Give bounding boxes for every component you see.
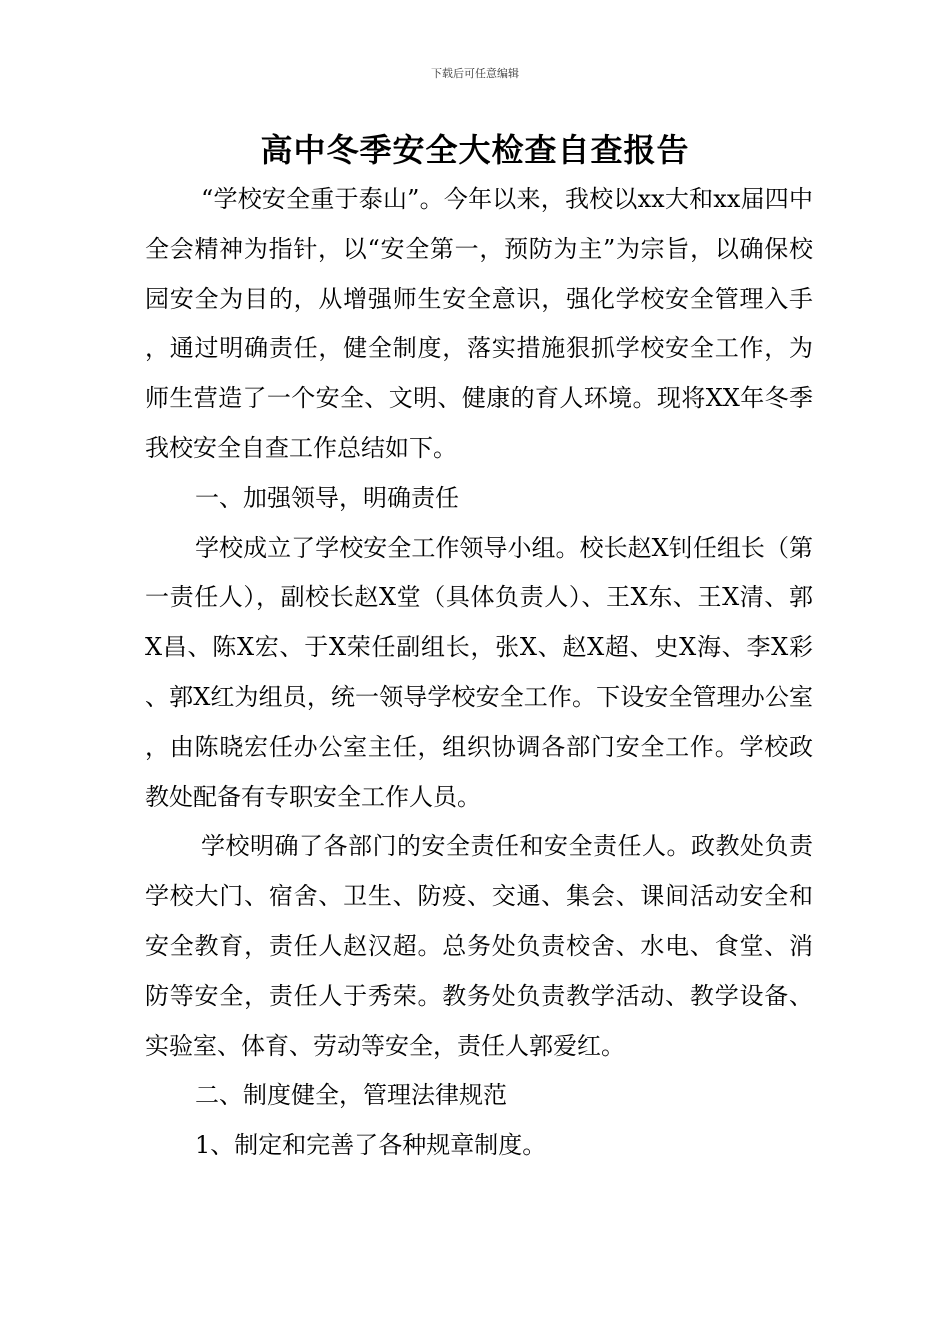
document-title: 高中冬季安全大检查自查报告: [260, 131, 690, 169]
intro-paragraph: “学校安全重于泰山”。今年以来，我校以xx大和xx届四中全会精神为指针，以“安全第一，预防为主”为宗旨，以确保校园安全为目的，从增强师生安全意识，强化学校安全管理入手，通过明确责任，健全制度，落实措施狠抓学校安全工作，为师生营造了一个安全、文明、健康的育人环境。现将XX年冬季我校安全自查工作总结如下。: [145, 185, 813, 462]
section-heading-2: 二、制度健全，管理法律规范: [195, 1081, 507, 1110]
leadership-paragraph: 学校成立了学校安全工作领导小组。校长赵X钊任组长（第一责任人），副校长赵X堂（具体负责人）、王X东、王X清、郭X昌、陈X宏、于X荣任副组长，张X、赵X超、史X海、李X彩、郭X红为组员，统一领导学校安全工作。下设安全管理办公室，由陈晓宏任办公室主任，组织协调各部门安全工作。学校政教处配备有专职安全工作人员。: [145, 533, 813, 811]
document-body: [145, 175, 813, 1171]
subsection-heading-1: 1、制定和完善了各种规章制度。: [195, 1131, 547, 1160]
section-heading-1: 一、加强领导，明确责任: [195, 483, 459, 512]
responsibility-paragraph: 学校明确了各部门的安全责任和安全责任人。政教处负责学校大门、宿舍、卫生、防疫、交通、集会、课间活动安全和安全教育，责任人赵汉超。总务处负责校舍、水电、食堂、消防等安全，责任人于秀荣。教务处负责教学活动、教学设备、实验室、体育、劳动等安全，责任人郭爱红。: [145, 832, 813, 1060]
header-note: 下载后可任意编辑: [431, 67, 519, 80]
